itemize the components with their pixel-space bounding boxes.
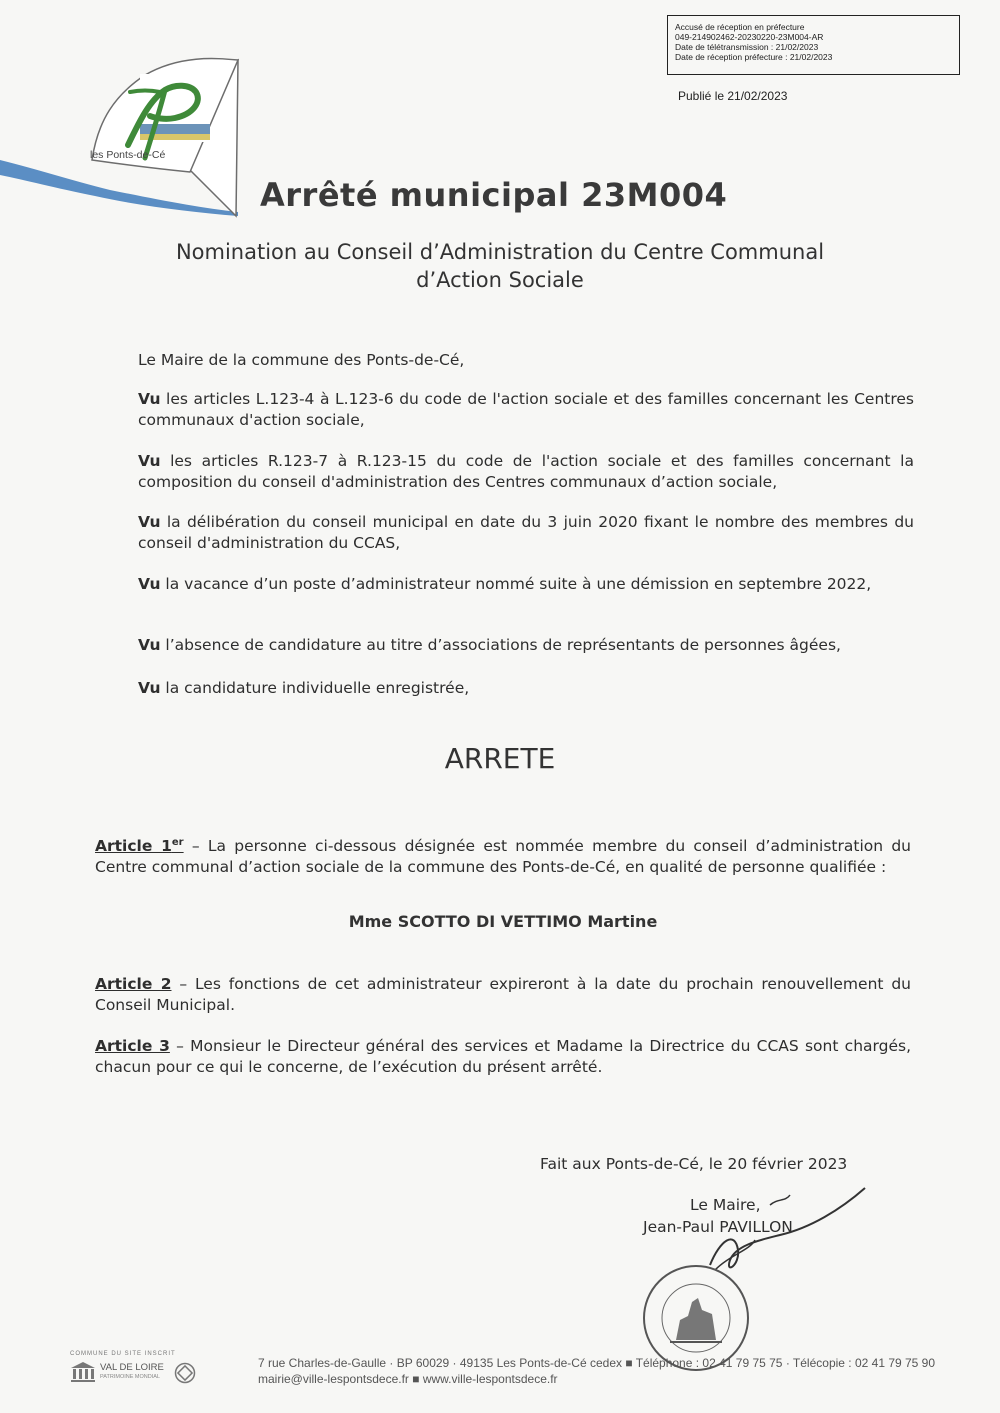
article-3 [95,1036,911,1078]
article-label: Article 3 [95,1037,170,1055]
appointed-person: Mme SCOTTO DI VETTIMO Martine [348,912,658,931]
article-text: – Monsieur le Directeur général des services et Madame la Directrice du CCAS sont chargés, chacun pour ce qui le concerne, de l’exécution du présent arrêté. [95,1037,911,1076]
unesco-icon [70,1361,96,1383]
municipal-logo [0,40,250,220]
article-2 [95,974,911,1016]
document-subtitle [100,238,900,294]
stamp-line: Accusé de réception en préfecture [675,22,805,32]
consideration-text: la vacance d’un poste d’administrateur nommé suite à une démission en septembre 2022, [160,575,872,593]
consideration-text: les articles L.123-4 à L.123-6 du code de l'action sociale et des familles concernant les Centres communaux d'action sociale, [138,390,914,429]
document-title: Arrêté municipal 23M004 [260,176,728,214]
vu-label: Vu [138,575,161,593]
consideration-text: la candidature individuelle enregistrée, [160,679,470,697]
unesco-sublabel: PATRIMOINE MONDIAL [100,1374,160,1380]
vu-label: Vu [138,679,161,697]
consideration-item [138,678,914,699]
consideration-text: l’absence de candidature au titre d’associations de représentants de personnes âgées, [160,636,841,654]
unesco-label: VAL DE LOIRE [100,1362,164,1373]
logo-caption: les Ponts-de-Cé [90,149,166,161]
subtitle-line: d’Action Sociale [416,268,584,292]
article-ordinal: er [171,837,184,848]
consideration-text: les articles R.123-7 à R.123-15 du code de l'action sociale et des familles concernant la composition du conseil d'administration des Centres communaux d’action sociale, [138,452,914,491]
vu-label: Vu [138,513,161,531]
article-number: Article 1 [95,837,172,856]
arrete-heading: ARRETE [444,742,556,775]
footer-address: 7 rue Charles-de-Gaulle · BP 60029 · 49135 Les Ponts-de-Cé cedex ■ Téléphone : 02 41 79 75 75 · Télécopie : 02 41 79 75 90 [258,1356,936,1370]
footer-contact: mairie@ville-lespontsdece.fr ■ www.ville-lespontsdece.fr [258,1372,558,1386]
consideration-text: la délibération du conseil municipal en date du 3 juin 2020 fixant le nombre des membres du conseil d'administration du CCAS, [138,513,914,552]
article-label: Article 2 [95,975,172,993]
signatory-name: Jean-Paul PAVILLON [643,1218,793,1236]
publication-date: Publié le 21/02/2023 [678,89,788,103]
stamp-line: Date de télétransmission : 21/02/2023 [675,42,819,52]
subtitle-line: Nomination au Conseil d’Administration du Centre Communal [175,240,825,264]
consideration-item [138,451,914,493]
vu-label: Vu [138,390,161,408]
article-text: – La personne ci-dessous désignée est nommée membre du conseil d’administration du Centre communal d’action sociale de la commune des Ponts-de-Cé, en qualité de personne qualifiée : [95,837,911,877]
stamp-line: 049-214902462-20230220-23M004-AR [675,32,824,42]
vu-label: Vu [138,636,161,654]
unesco-caption: COMMUNE DU SITE INSCRIT [70,1351,176,1357]
place-date: Fait aux Ponts-de-Cé, le 20 février 2023 [540,1155,848,1173]
vu-label: Vu [138,452,161,470]
consideration-item [138,389,914,431]
world-heritage-icon [174,1362,196,1384]
intro-line: Le Maire de la commune des Ponts-de-Cé, [138,351,465,369]
article-text: – Les fonctions de cet administrateur expireront à la date du prochain renouvellement du Conseil Municipal. [95,975,911,1014]
article-1 [95,832,911,878]
signatory-title: Le Maire, [690,1196,761,1214]
consideration-item [138,635,914,656]
stamp-line: Date de réception préfecture : 21/02/2023 [675,52,833,62]
consideration-item [138,574,914,595]
article-label [95,837,184,855]
reception-stamp [667,15,960,75]
consideration-item [138,512,914,554]
